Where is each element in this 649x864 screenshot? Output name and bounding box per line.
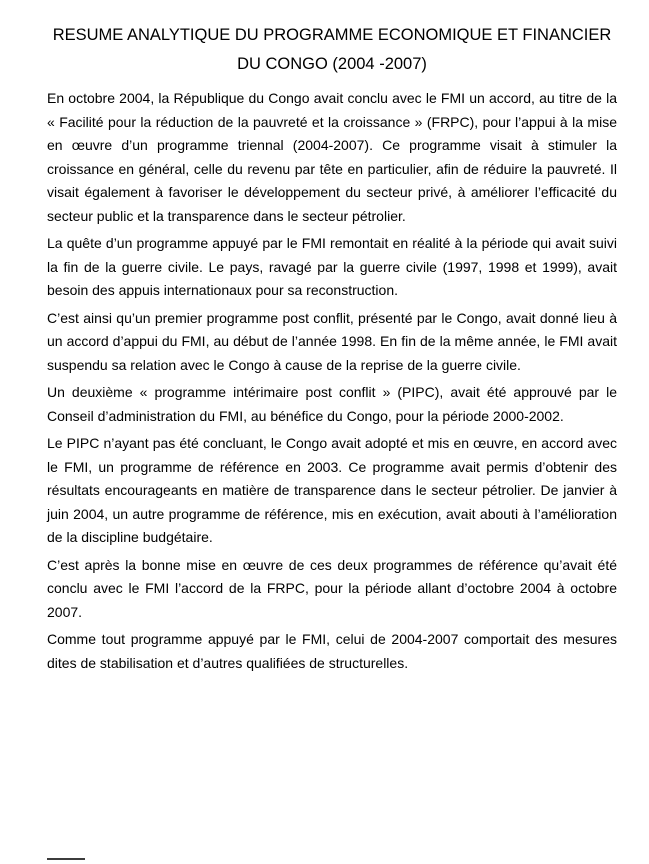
document-title: RESUME ANALYTIQUE DU PROGRAMME ECONOMIQUE ET FINANCIER DU CONGO (2004 -2007) (52, 26, 612, 73)
paragraph-4: Un deuxième « programme intérimaire post conflit » (PIPC), avait été approuvé par le Conseil d’administration du FMI, au bénéfice du Congo, pour la période 2000-2002. (47, 384, 617, 424)
paragraph-5: Le PIPC n’ayant pas été concluant, le Congo avait adopté et mis en œuvre, en accord avec le FMI, un programme de référence en 2003. Ce programme avait permis d’obtenir des résultats encourageants en matière de transparence dans le secteur pétrolier. De janvier à juin 2004, un autre programme de référence, mis en exécution, avait abouti à l’amélioration de la discipline budgétaire. (47, 435, 617, 545)
paragraph-7: Comme tout programme appuyé par le FMI, celui de 2004-2007 comportait des mesures dites de stabilisation et d’autres qualifiées de structurelles. (47, 631, 617, 671)
paragraph-1: En octobre 2004, la République du Congo avait conclu avec le FMI un accord, au titre de la « Facilité pour la réduction de la pauvreté et la croissance » (FRPC), pour l’appui à la mise en œuvre d’un programme triennal (2004-2007). Ce programme visait à stimuler la croissance en général, celle du revenu par tête en particulier, afin de réduire la pauvreté. Il visait également à favoriser le développement du secteur privé, à améliorer l’efficacité du secteur public et la transparence dans le secteur pétrolier. (47, 90, 617, 224)
paragraph-6: C’est après la bonne mise en œuvre de ces deux programmes de référence qu’avait été conclu avec le FMI l’accord de la FRPC, pour la période allant d’octobre 2004 à octobre 2007. (47, 556, 617, 620)
paragraph-2: La quête d’un programme appuyé par le FMI remontait en réalité à la période qui avait suivi la fin de la guerre civile. Le pays, ravagé par la guerre civile (1997, 1998 et 1999), avait besoin des appuis internationaux pour sa reconstruction. (47, 235, 617, 298)
paragraph-3: C’est ainsi qu’un premier programme post conflit, présenté par le Congo, avait donné lieu à un accord d’appui du FMI, au début de l’année 1998. En fin de la même année, le FMI avait suspendu sa relation avec le Congo à cause de la reprise de la guerre civile. (47, 309, 617, 373)
footnote-rule (47, 858, 85, 860)
document-body (47, 87, 617, 675)
